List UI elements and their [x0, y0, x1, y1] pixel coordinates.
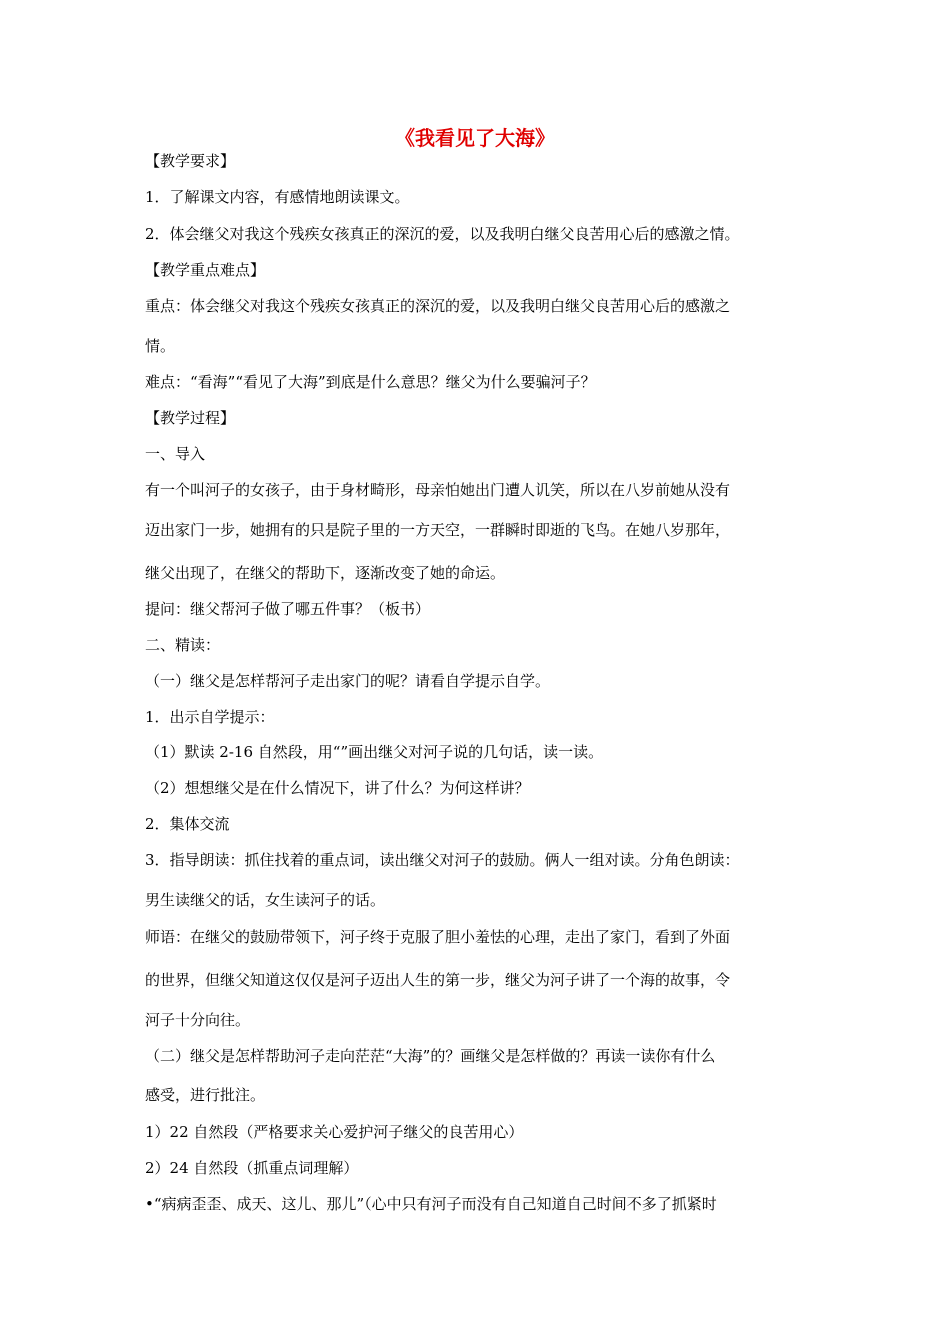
paragraph-line: 继父出现了，在继父的帮助下，逐渐改变了她的命运。: [145, 564, 506, 582]
list-item: 2）24 自然段（抓重点词理解）: [145, 1159, 359, 1177]
section-heading-process: 【教学过程】: [145, 409, 236, 427]
paragraph-line: 一、导入: [145, 445, 206, 463]
paragraph-line: 二、精读：: [145, 636, 221, 654]
paragraph-line: 提问：继父帮河子做了哪五件事？（板书）: [145, 600, 431, 618]
paragraph-line: 情。: [145, 337, 176, 355]
paragraph-line: 难点：“看海”“看见了大海”到底是什么意思？继父为什么要骗河子？: [145, 373, 596, 391]
section-heading-key-points: 【教学重点难点】: [145, 261, 266, 279]
paragraph-line: 的世界，但继父知道这仅仅是河子迈出人生的第一步，继父为河子讲了一个海的故事，令: [145, 971, 731, 989]
paragraph-line: 感受，进行批注。: [145, 1086, 266, 1104]
document-title: 《我看见了大海》: [395, 126, 555, 150]
paragraph-line: 迈出家门一步，她拥有的只是院子里的一方天空，一群瞬时即逝的飞鸟。在她八岁那年，: [145, 521, 731, 539]
paragraph-line: （一）继父是怎样帮河子走出家门的呢？请看自学提示自学。: [145, 672, 551, 690]
paragraph-line: 1．了解课文内容，有感情地朗读课文。: [145, 188, 410, 206]
paragraph-line: 3．指导朗读：抓住找着的重点词，读出继父对河子的鼓励。俩人一组对读。分角色朗读：: [145, 851, 740, 869]
paragraph-line: 河子十分向往。: [145, 1011, 251, 1029]
paragraph-line: 师语：在继父的鼓励带领下，河子终于克服了胆小羞怯的心理，走出了家门，看到了外面: [145, 928, 731, 946]
paragraph-line: （二）继父是怎样帮助河子走向茫茫“大海”的？画继父是怎样做的？再读一读你有什么: [145, 1047, 716, 1065]
paragraph-line: 重点：体会继父对我这个残疾女孩真正的深沉的爱，以及我明白继父良苦用心后的感激之: [145, 297, 731, 315]
paragraph-line: 男生读继父的话，女生读河子的话。: [145, 891, 386, 909]
paragraph-line: 2．集体交流: [145, 815, 230, 833]
paragraph-line: 1．出示自学提示：: [145, 708, 275, 726]
paragraph-line: 2．体会继父对我这个残疾女孩真正的深沉的爱，以及我明白继父良苦用心后的感激之情。: [145, 225, 740, 243]
list-item: 1）22 自然段（严格要求关心爱护河子继父的良苦用心）: [145, 1123, 524, 1141]
paragraph-line: （2）想想继父是在什么情况下，讲了什么？为何这样讲？: [145, 779, 530, 797]
bullet-item: •“病病歪歪、成天、这儿、那儿”（心中只有河子而没有自己知道自己时间不多了抓紧时: [145, 1195, 717, 1213]
section-heading-requirements: 【教学要求】: [145, 152, 236, 170]
paragraph-line: 有一个叫河子的女孩子，由于身材畸形，母亲怕她出门遭人讥笑，所以在八岁前她从没有: [145, 481, 731, 499]
paragraph-line: （1）默读 2-16 自然段，用“”画出继父对河子说的几句话，读一读。: [145, 743, 604, 761]
